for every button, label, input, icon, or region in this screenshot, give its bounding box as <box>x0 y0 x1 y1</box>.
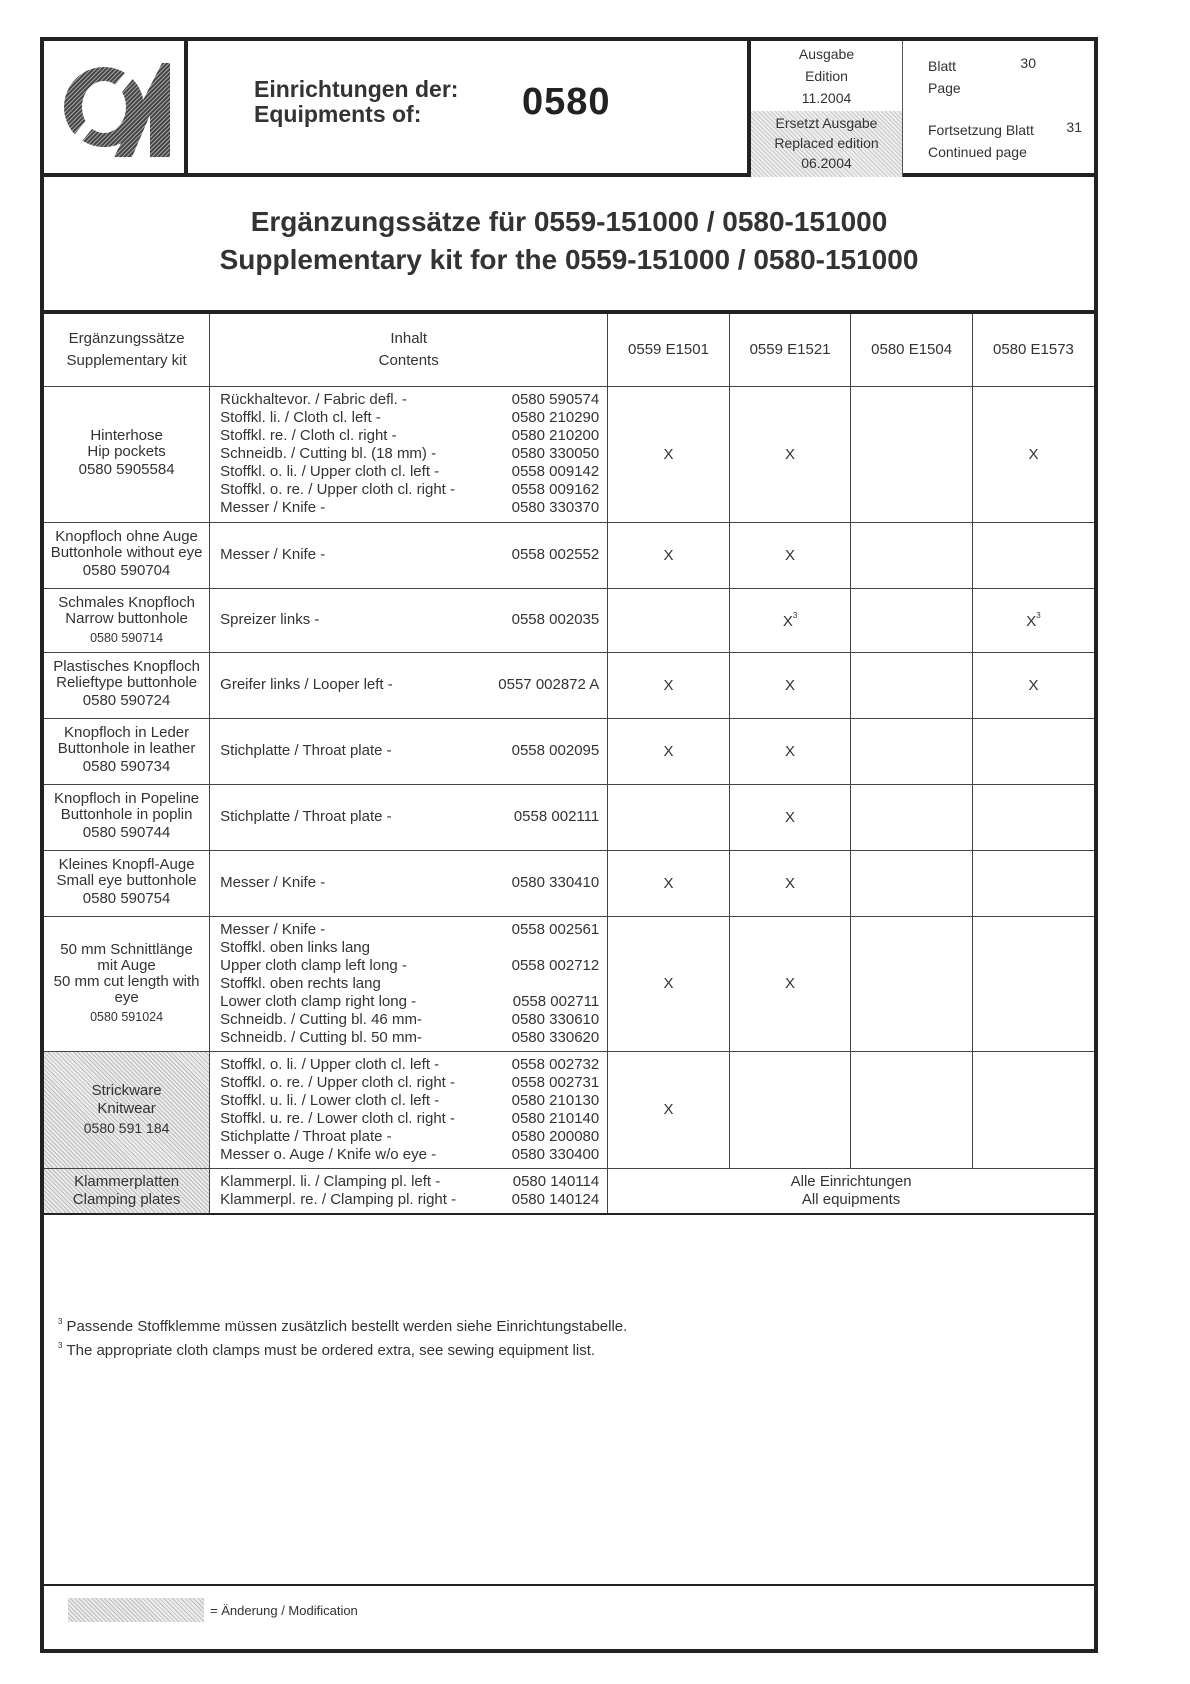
kit-name: Buttonhole in leather <box>57 740 196 757</box>
kit-part-number: 0580 590754 <box>82 890 171 907</box>
bottom-divider <box>44 1584 1094 1586</box>
footnote-ref: 3 <box>1036 610 1041 620</box>
kit-name: Kleines Knopfl-Auge <box>58 856 195 873</box>
content-part-number: 0558 002035 <box>511 611 600 628</box>
equipment-mark <box>972 652 1094 718</box>
content-description: Spreizer links - <box>220 611 320 628</box>
table-row <box>44 784 1094 850</box>
contents-cell <box>210 1051 608 1168</box>
kit-name: Hinterhose <box>90 427 163 444</box>
content-line <box>220 611 599 629</box>
mark-text: X <box>663 676 674 694</box>
content-line <box>220 1029 599 1047</box>
kit-name: Knopfloch ohne Auge <box>55 528 198 545</box>
header-equipment-1: 0559 E1501 <box>608 314 730 386</box>
content-description: Stoffkl. o. li. / Upper cloth cl. left - <box>220 463 440 480</box>
content-description: Stoffkl. u. re. / Lower cloth cl. right - <box>220 1109 455 1127</box>
equipment-mark <box>729 718 851 784</box>
footnote-en <box>58 1336 627 1360</box>
content-description: Stichplatte / Throat plate - <box>220 1127 392 1145</box>
equipment-mark <box>608 850 730 916</box>
content-description: Stichplatte / Throat plate - <box>220 742 392 759</box>
kit-name: Plastisches Knopfloch <box>53 658 200 675</box>
title-band <box>44 177 1094 314</box>
content-line <box>220 546 599 564</box>
content-description: Schneidb. / Cutting bl. 50 mm- <box>220 1028 422 1046</box>
equipment-mark <box>608 1051 730 1168</box>
kit-cell <box>44 522 210 588</box>
equipment-mark <box>972 1051 1094 1168</box>
content-line <box>220 975 599 993</box>
table-row <box>44 522 1094 588</box>
contents-cell <box>210 850 608 916</box>
content-line <box>220 676 599 694</box>
page-info <box>904 41 1094 177</box>
kit-cell <box>44 850 210 916</box>
content-line <box>220 1146 599 1164</box>
kit-part-number: 0580 590704 <box>82 562 171 579</box>
content-part-number: 0580 590574 <box>511 391 600 408</box>
mark-text: X <box>782 612 793 630</box>
edition-label-de: Ausgabe <box>798 46 855 62</box>
content-description: Messer / Knife - <box>220 499 326 516</box>
kit-part-number: 0580 590744 <box>82 824 171 841</box>
content-line <box>220 1110 599 1128</box>
mark-text: X <box>1026 612 1037 630</box>
equipment-mark <box>729 652 851 718</box>
kit-cell <box>44 386 210 522</box>
kit-cell <box>44 1168 210 1214</box>
mark-text: X <box>785 546 796 564</box>
content-line <box>220 445 599 463</box>
modification-swatch <box>68 1598 204 1622</box>
contents-cell <box>210 386 608 522</box>
replaced-date: 06.2004 <box>801 155 852 171</box>
equipment-mark <box>729 588 851 652</box>
table-row <box>44 588 1094 652</box>
content-line <box>220 1128 599 1146</box>
equipment-mark <box>608 652 730 718</box>
title-en: Supplementary kit for the 0559-151000 / 0580-151000 <box>219 244 919 275</box>
content-part-number: 0558 002712 <box>511 956 600 974</box>
content-line <box>220 939 599 957</box>
kit-name: mit Auge <box>97 957 156 974</box>
kit-part-number: 0580 5905584 <box>78 461 175 478</box>
footnote-de <box>58 1312 627 1336</box>
equipment-mark <box>851 1051 973 1168</box>
edition-date: 11.2004 <box>801 90 852 106</box>
page-label-de: Blatt <box>928 58 957 74</box>
table-row <box>44 916 1094 1051</box>
content-description: Messer / Knife - <box>220 546 326 563</box>
content-description: Lower cloth clamp right long - <box>220 992 417 1010</box>
company-logo <box>44 41 188 177</box>
content-line <box>220 993 599 1011</box>
kit-cell <box>44 784 210 850</box>
content-part-number: 0580 330620 <box>511 1028 600 1046</box>
kit-name: 50 mm Schnittlänge <box>60 941 193 958</box>
content-part-number: 0558 009162 <box>511 481 600 498</box>
kit-name: Small eye buttonhole <box>56 872 197 889</box>
content-line <box>220 1011 599 1029</box>
kit-cell <box>44 718 210 784</box>
content-description: Schneidb. / Cutting bl. (18 mm) - <box>220 445 437 462</box>
equipment-mark <box>972 916 1094 1051</box>
kit-name: Hip pockets <box>87 443 166 460</box>
content-part-number: 0580 210200 <box>511 427 600 444</box>
equipment-mark <box>729 386 851 522</box>
content-part-number: 0580 330610 <box>511 1010 600 1028</box>
content-description: Stoffkl. li. / Cloth cl. left - <box>220 409 381 426</box>
logo-icon <box>58 55 170 159</box>
mark-text: X <box>663 975 674 992</box>
title-de: Ergänzungssätze für 0559-151000 / 0580-151000 <box>250 206 888 237</box>
header-equipment-4: 0580 E1573 <box>972 314 1094 386</box>
content-description: Schneidb. / Cutting bl. 46 mm- <box>220 1010 422 1028</box>
mark-text: X <box>785 445 796 463</box>
table-row <box>44 1051 1094 1168</box>
content-line <box>220 391 599 409</box>
header-kit <box>44 314 210 386</box>
content-description: Stoffkl. o. re. / Upper cloth cl. right - <box>220 1073 455 1091</box>
equipment-mark <box>972 718 1094 784</box>
content-line <box>220 1056 599 1074</box>
kit-part-number: 0580 591 184 <box>83 1119 170 1136</box>
content-description: Stoffkl. oben rechts lang <box>220 974 381 992</box>
footnotes <box>58 1312 627 1360</box>
content-description: Stichplatte / Throat plate - <box>220 808 392 825</box>
content-line <box>220 1191 599 1209</box>
content-part-number: 0580 210290 <box>511 409 600 426</box>
equipment-mark <box>972 588 1094 652</box>
header-kit-en: Supplementary kit <box>66 351 187 369</box>
equipment-mark <box>851 850 973 916</box>
kit-name: Strickware <box>91 1081 162 1099</box>
kit-part-number: 0580 590714 <box>90 630 164 645</box>
footnote-mark: 3 <box>58 1317 63 1326</box>
kit-name: Buttonhole without eye <box>50 544 203 561</box>
kit-name: Knitwear <box>97 1099 156 1117</box>
content-description: Stoffkl. u. li. / Lower cloth cl. left - <box>220 1091 440 1109</box>
content-part-number: 0557 002872 A <box>498 676 600 693</box>
content-description: Stoffkl. o. li. / Upper cloth cl. left - <box>220 1055 440 1073</box>
content-description: Klammerpl. re. / Clamping pl. right - <box>220 1190 457 1208</box>
footnote-mark: 3 <box>58 1341 63 1350</box>
contents-cell <box>210 916 608 1051</box>
content-line <box>220 409 599 427</box>
kit-name: Relieftype buttonhole <box>56 674 198 691</box>
edition-label-en: Edition <box>805 68 848 84</box>
equipment-mark <box>608 916 730 1051</box>
content-part-number: 0558 009142 <box>511 463 600 480</box>
equipment-mark <box>608 522 730 588</box>
all-equipments-label: Alle Einrichtungen <box>790 1172 912 1190</box>
content-description: Messer o. Auge / Knife w/o eye - <box>220 1145 437 1163</box>
mark-text: X <box>663 874 674 892</box>
contents-cell <box>210 1168 608 1214</box>
equipment-mark <box>608 784 730 850</box>
content-description: Stoffkl. o. re. / Upper cloth cl. right - <box>220 481 455 498</box>
kit-cell <box>44 916 210 1051</box>
kit-part-number: 0580 591024 <box>90 1010 164 1024</box>
content-part-number: 0580 140124 <box>511 1190 600 1208</box>
equipment-mark <box>851 718 973 784</box>
content-line <box>220 463 599 481</box>
content-part-number: 0580 200080 <box>511 1127 600 1145</box>
content-line <box>220 1074 599 1092</box>
mark-text: X <box>663 742 674 760</box>
continued-label-en: Continued page <box>928 144 1027 160</box>
equipment-mark <box>851 784 973 850</box>
content-part-number: 0580 330370 <box>511 499 600 516</box>
content-line <box>220 874 599 892</box>
kit-cell <box>44 652 210 718</box>
kit-part-number: 0580 590734 <box>82 758 171 775</box>
content-part-number: 0580 330050 <box>511 445 600 462</box>
equipment-mark <box>972 784 1094 850</box>
content-part-number: 0580 330400 <box>511 1145 600 1163</box>
footnote-de-text: Passende Stoffklemme müssen zusätzlich bestellt werden siehe Einrichtungstabelle. <box>66 1318 628 1335</box>
equipment-mark <box>851 522 973 588</box>
kit-name: Klammerplatten <box>74 1172 180 1190</box>
content-line <box>220 499 599 517</box>
kit-name: Clamping plates <box>72 1190 181 1208</box>
content-part-number: 0558 002711 <box>512 992 600 1010</box>
legend-text: = Änderung / Modification <box>210 1602 358 1618</box>
content-part-number: 0558 002731 <box>511 1073 600 1091</box>
content-line <box>220 957 599 975</box>
header-contents-en: Contents <box>378 351 439 369</box>
equipments-label-en: Equipments of: <box>254 101 422 127</box>
content-part-number: 0580 330410 <box>511 874 600 891</box>
content-part-number: 0558 002095 <box>511 742 600 759</box>
mark-text: X <box>663 1101 674 1118</box>
mark-text: X <box>663 445 674 463</box>
content-line <box>220 808 599 826</box>
mark-text: X <box>785 874 796 892</box>
equipments-of-label <box>254 77 458 127</box>
contents-cell <box>210 588 608 652</box>
content-line <box>220 481 599 499</box>
footnote-ref: 3 <box>792 610 798 620</box>
content-part-number: 0558 002732 <box>511 1055 600 1073</box>
kit-name: Narrow buttonhole <box>65 609 188 627</box>
equipment-mark <box>729 1051 851 1168</box>
mark-text: X <box>785 742 796 760</box>
all-equipments-label: All equipments <box>801 1190 901 1208</box>
page-number: 30 <box>1020 55 1036 71</box>
mark-text: X <box>1028 445 1039 463</box>
kit-name: 50 mm cut length with <box>53 973 200 990</box>
mark-text: X <box>663 546 674 564</box>
mark-text: X <box>1028 676 1039 694</box>
replaced-label-de: Ersetzt Ausgabe <box>775 115 878 131</box>
header-kit-de: Ergänzungssätze <box>68 329 185 347</box>
content-part-number: 0558 002561 <box>511 920 600 938</box>
equipment-mark <box>729 522 851 588</box>
equipment-mark <box>851 916 973 1051</box>
mark-text: X <box>785 975 796 992</box>
content-part-number: 0558 002552 <box>511 546 600 563</box>
content-line <box>220 1173 599 1191</box>
header <box>44 41 1094 177</box>
equipment-mark <box>851 386 973 522</box>
continued-page-number: 31 <box>1066 119 1082 135</box>
table-header-row <box>44 314 1094 386</box>
footnote-en-text: The appropriate cloth clamps must be ordered extra, see sewing equipment list. <box>66 1342 596 1359</box>
kit-name: Schmales Knopfloch <box>58 593 195 611</box>
equipment-mark <box>608 386 730 522</box>
table-row-clamping <box>44 1168 1094 1214</box>
content-line <box>220 742 599 760</box>
content-description: Upper cloth clamp left long - <box>220 956 407 974</box>
equipments-label-de: Einrichtungen der: <box>254 76 459 102</box>
kit-name: Buttonhole in poplin <box>60 806 193 823</box>
contents-cell <box>210 652 608 718</box>
equipment-mark <box>729 850 851 916</box>
document-sheet <box>40 37 1098 1653</box>
content-description: Greifer links / Looper left - <box>220 676 393 693</box>
replaced-edition <box>751 111 902 177</box>
replaced-label-en: Replaced edition <box>774 135 879 151</box>
content-description: Messer / Knife - <box>220 920 326 938</box>
content-description: Klammerpl. li. / Clamping pl. left - <box>220 1172 441 1190</box>
content-line <box>220 921 599 939</box>
page-label-en: Page <box>928 80 961 96</box>
equipment-mark <box>729 916 851 1051</box>
mark-text: X <box>785 676 796 694</box>
content-part-number: 0558 002111 <box>513 808 600 825</box>
kit-cell <box>44 588 210 652</box>
equipment-mark <box>972 850 1094 916</box>
content-description: Stoffkl. re. / Cloth cl. right - <box>220 427 397 444</box>
kit-cell <box>44 1051 210 1168</box>
equipment-mark <box>972 522 1094 588</box>
header-contents-de: Inhalt <box>390 329 428 347</box>
equipment-mark <box>851 588 973 652</box>
header-equipment-3: 0580 E1504 <box>851 314 973 386</box>
header-contents <box>210 314 608 386</box>
equipment-mark <box>851 652 973 718</box>
equipment-mark <box>608 718 730 784</box>
kit-name: Knopfloch in Popeline <box>54 790 200 807</box>
content-description: Stoffkl. oben links lang <box>220 938 370 956</box>
table-row <box>44 718 1094 784</box>
equipment-mark <box>729 784 851 850</box>
kit-name: eye <box>114 989 139 1006</box>
content-part-number: 0580 210140 <box>511 1109 600 1127</box>
equipment-mark <box>972 386 1094 522</box>
content-description: Messer / Knife - <box>220 874 326 891</box>
contents-cell <box>210 784 608 850</box>
legend <box>68 1598 358 1622</box>
kit-name: Knopfloch in Leder <box>64 724 190 741</box>
table-row <box>44 652 1094 718</box>
all-equipments-cell <box>608 1168 1094 1214</box>
mark-text: X <box>785 808 796 826</box>
model-number: 0580 <box>522 81 611 123</box>
continued-label-de: Fortsetzung Blatt <box>928 122 1034 138</box>
content-line <box>220 1092 599 1110</box>
content-description: Rückhaltevor. / Fabric defl. - <box>220 391 407 408</box>
equipment-mark <box>608 588 730 652</box>
content-part-number: 0580 140114 <box>512 1172 600 1190</box>
content-part-number: 0580 210130 <box>511 1091 600 1109</box>
content-line <box>220 427 599 445</box>
header-equipment-2: 0559 E1521 <box>729 314 851 386</box>
contents-cell <box>210 522 608 588</box>
edition-box <box>747 41 903 177</box>
contents-cell <box>210 718 608 784</box>
kit-table <box>44 314 1094 1215</box>
table-row <box>44 850 1094 916</box>
kit-part-number: 0580 590724 <box>82 692 171 709</box>
table-row <box>44 386 1094 522</box>
